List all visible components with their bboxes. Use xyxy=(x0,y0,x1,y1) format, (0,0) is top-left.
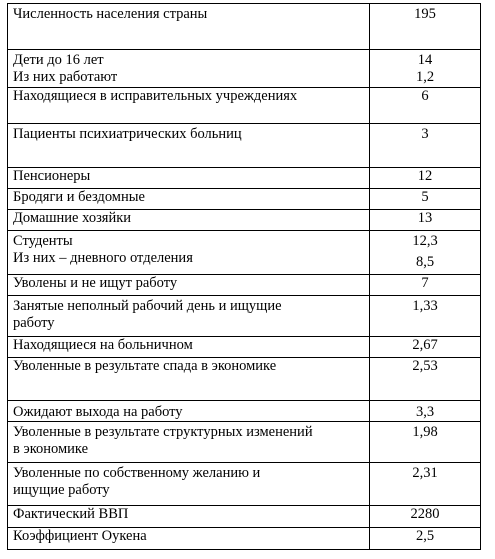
table-row xyxy=(8,422,481,463)
row-label xyxy=(8,337,370,358)
value-line: 2,67 xyxy=(412,337,438,353)
population-data-table xyxy=(7,3,481,550)
row-label xyxy=(8,506,370,528)
table-row xyxy=(8,528,481,550)
label-line: Уволенные в результате структурных изменений xyxy=(13,424,313,440)
value-line: 2,31 xyxy=(412,465,438,481)
row-value xyxy=(370,506,481,528)
label-line: Находящиеся на больничном xyxy=(13,337,193,353)
row-value xyxy=(370,124,481,168)
value-line: 14 xyxy=(417,52,433,68)
table-row xyxy=(8,296,481,337)
row-label xyxy=(8,50,370,88)
row-label xyxy=(8,422,370,463)
value-line: 2280 xyxy=(410,506,440,522)
row-label xyxy=(8,168,370,189)
label-line: Бродяги и бездомные xyxy=(13,189,145,205)
table-row xyxy=(8,337,481,358)
table-row xyxy=(8,124,481,168)
row-value xyxy=(370,88,481,124)
row-value xyxy=(370,4,481,50)
row-value xyxy=(370,275,481,296)
label-line: в экономике xyxy=(13,441,89,457)
label-line: Домашние хозяйки xyxy=(13,210,132,226)
row-value xyxy=(370,168,481,189)
label-line: работу xyxy=(13,315,55,331)
table-row xyxy=(8,401,481,422)
row-label xyxy=(8,189,370,210)
label-line: Занятые неполный рабочий день и ищущие xyxy=(13,298,282,314)
row-label xyxy=(8,401,370,422)
label-line: Находящиеся в исправительных учреждениях xyxy=(13,88,298,104)
row-label xyxy=(8,358,370,401)
value-line: 12 xyxy=(417,168,433,184)
label-line: Дети до 16 лет xyxy=(13,52,104,68)
label-line: ищущие работу xyxy=(13,482,110,498)
value-line: 1,33 xyxy=(412,298,438,314)
row-value xyxy=(370,210,481,231)
table-row xyxy=(8,189,481,210)
table-row xyxy=(8,50,481,88)
row-value xyxy=(370,422,481,463)
row-label xyxy=(8,124,370,168)
value-line: 7 xyxy=(421,275,429,291)
row-value xyxy=(370,463,481,506)
row-label xyxy=(8,275,370,296)
label-line: Уволенные по собственному желанию и xyxy=(13,465,261,481)
row-label xyxy=(8,463,370,506)
row-label xyxy=(8,210,370,231)
label-line: Из них работают xyxy=(13,69,118,85)
table-row xyxy=(8,463,481,506)
row-value xyxy=(370,337,481,358)
row-value xyxy=(370,189,481,210)
row-label xyxy=(8,231,370,275)
value-line: 6 xyxy=(421,88,429,104)
value-line: 8,5 xyxy=(415,254,435,270)
row-label xyxy=(8,88,370,124)
table-row xyxy=(8,4,481,50)
value-line: 195 xyxy=(414,6,436,22)
value-line: 2,5 xyxy=(415,528,435,544)
row-value xyxy=(370,358,481,401)
row-label xyxy=(8,528,370,550)
table-row xyxy=(8,275,481,296)
table-row xyxy=(8,231,481,275)
row-value xyxy=(370,231,481,275)
row-value xyxy=(370,528,481,550)
value-line: 1,98 xyxy=(412,424,438,440)
label-line: Ожидают выхода на работу xyxy=(13,404,183,420)
row-label xyxy=(8,296,370,337)
table-row xyxy=(8,506,481,528)
value-line: 12,3 xyxy=(412,233,438,249)
row-value xyxy=(370,50,481,88)
label-line: Студенты xyxy=(13,233,73,249)
value-line: 5 xyxy=(421,189,429,205)
label-line: Из них – дневного отделения xyxy=(13,250,193,266)
table-row xyxy=(8,168,481,189)
row-value xyxy=(370,401,481,422)
label-line: Пациенты психиатрических больниц xyxy=(13,126,242,142)
row-label xyxy=(8,4,370,50)
table-row xyxy=(8,358,481,401)
value-line: 13 xyxy=(417,210,433,226)
label-line: Уволенные в результате спада в экономике xyxy=(13,358,277,374)
value-line: 1,2 xyxy=(415,69,435,85)
label-line: Численность населения страны xyxy=(13,6,208,22)
label-line: Фактический ВВП xyxy=(13,506,129,522)
table-row xyxy=(8,88,481,124)
value-line: 3,3 xyxy=(415,404,435,420)
row-value xyxy=(370,296,481,337)
label-line: Коэффициент Оукена xyxy=(13,528,147,544)
value-line: 3 xyxy=(421,126,429,142)
label-line: Пенсионеры xyxy=(13,168,91,184)
value-line: 2,53 xyxy=(412,358,438,374)
table-row xyxy=(8,210,481,231)
label-line: Уволены и не ищут работу xyxy=(13,275,178,291)
